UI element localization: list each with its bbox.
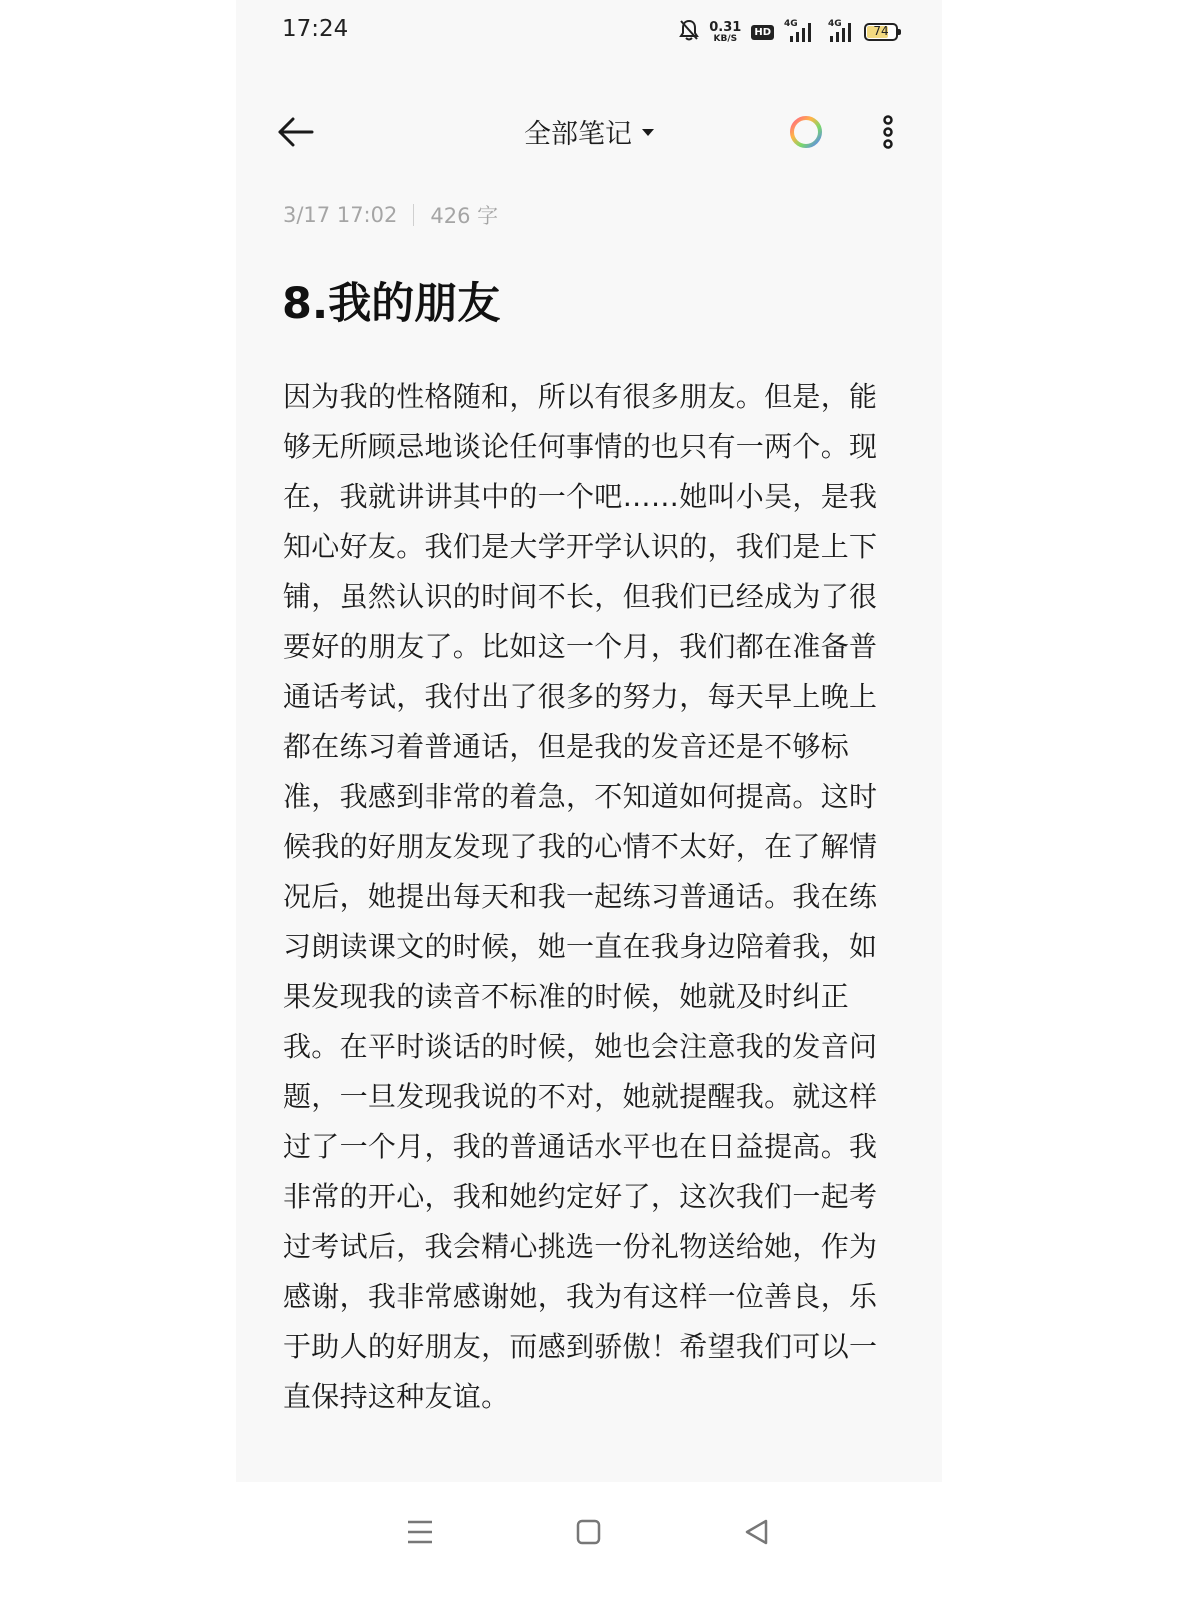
- signal-sim1-icon: [784, 21, 814, 43]
- battery-icon: [864, 23, 898, 41]
- recent-apps-button[interactable]: [398, 1510, 442, 1554]
- note-screen: [236, 0, 942, 1482]
- status-bar: [236, 0, 942, 64]
- color-ring-button[interactable]: [788, 114, 824, 150]
- net-speed-unit: KB/S: [713, 33, 738, 44]
- battery-nub: [898, 29, 901, 35]
- home-button[interactable]: [566, 1510, 610, 1554]
- status-time: 17:24: [282, 16, 349, 42]
- back-nav-button[interactable]: [736, 1510, 780, 1554]
- meta-divider: [413, 204, 414, 226]
- notes-folder-dropdown[interactable]: [236, 112, 942, 151]
- home-square-icon: [566, 1510, 610, 1554]
- more-vertical-icon: [874, 114, 902, 150]
- net-speed-value: 0.31: [709, 19, 742, 35]
- color-ring-icon: [788, 114, 824, 150]
- note-datetime: 3/17 17:02: [283, 203, 398, 227]
- status-icons: [679, 18, 898, 46]
- toolbar: [236, 96, 942, 168]
- folder-title: 全部笔记: [524, 119, 632, 150]
- caret-down-icon: [642, 129, 654, 136]
- sim1-label: 4G: [784, 19, 798, 29]
- signal-sim2-icon: [824, 21, 854, 43]
- battery-level: 74: [873, 24, 889, 38]
- note-word-count: 426 字: [430, 204, 499, 228]
- net-speed: [709, 21, 741, 44]
- note-title[interactable]: 8.我的朋友: [282, 279, 501, 329]
- menu-icon: [398, 1510, 442, 1554]
- hd-badge: HD: [751, 25, 774, 40]
- more-options-button[interactable]: [874, 114, 902, 150]
- note-body[interactable]: 因为我的性格随和，所以有很多朋友。但是，能够无所顾忌地谈论任何事情的也只有一两个。现在，我就讲讲其中的一个吧……她叫小吴，是我知心好友。我们是大学开学认识的，我们是上下铺，虽然认识的时间不长，但我们已经成为了很要好的朋友了。比如这一个月，我们都在准备普通话考试，我付出了很多的努力，每天早上晚上都在练习着普通话，但是我的发音还是不够标准，我感到非常的着急，不知道如何提高。这时候我的好朋友发现了我的心情不太好，在了解情况后，她提出每天和我一起练习普通话。我在练习朗读课文的时候，她一直在我身边陪着我，如果发现我的读音不标准的时候，她就及时纠正我。在平时谈话的时候，她也会注意我的发音问题，一旦发现我说的不对，她就提醒我。就这样过了一个月，我的普通话水平也在日益提高。我非常的开心，我和她约定好了，这次我们一起考过考试后，我会精心挑选一份礼物送给她，作为感谢，我非常感谢她，我为有这样一位善良，乐于助人的好朋友，而感到骄傲！希望我们可以一直保持这种友谊。: [283, 380, 878, 1413]
- bell-muted-icon: [679, 19, 699, 45]
- triangle-back-icon: [736, 1510, 780, 1554]
- sim2-label: 4G: [828, 19, 842, 29]
- note-meta: [283, 200, 498, 230]
- system-nav-bar: [0, 1482, 1200, 1599]
